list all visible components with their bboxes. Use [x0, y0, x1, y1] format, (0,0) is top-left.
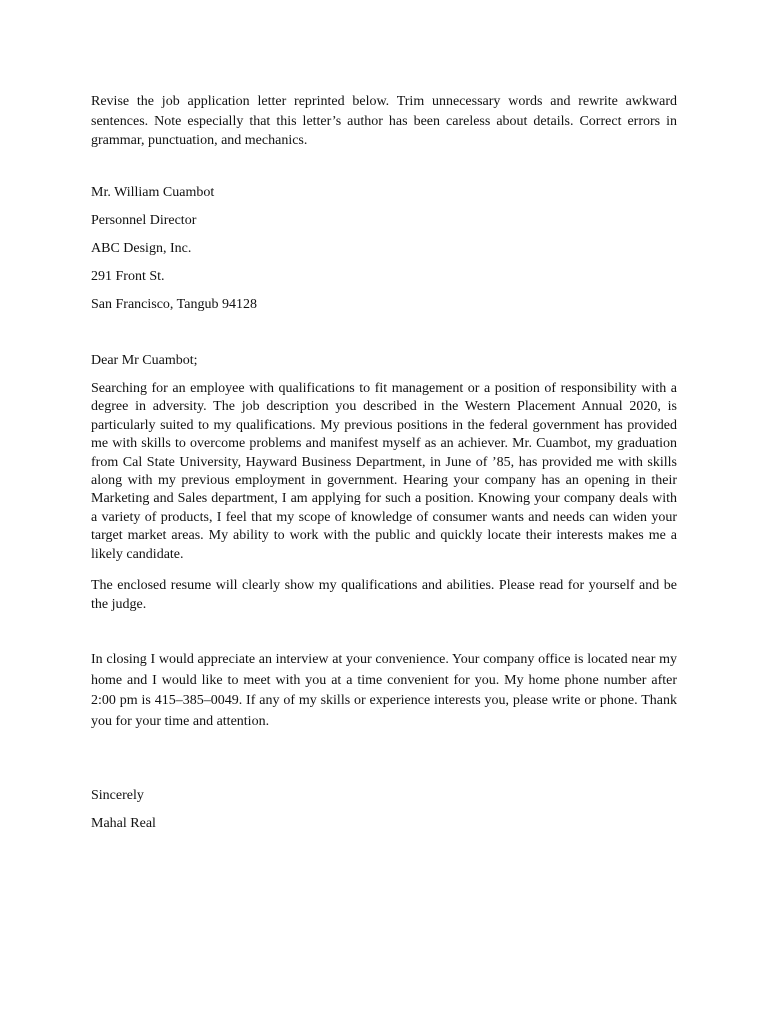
letter-body-paragraph-1: Searching for an employee with qualifications to fit management or a position of responsibility with a degree in adversity. The job description you described in the Western Placement Annual 2020, is particularly suited to my qualifications. My previous positions in the federal government has provided me with skills to overcome problems and manifest myself as an achiever. Mr. Cuambot, my graduation from Cal State University, Hayward Business Department, in June of ’85, has provided me with skills along with my previous employment in government. Hearing your company has an opening in their Marketing and Sales department, I am applying for such a position. Knowing your company deals with a variety of products, I feel that my scope of knowledge of consumer wants and needs can widen your target market areas. My ability to work with the public and quickly locate their interests makes me a likely candidate. — [91, 381, 677, 562]
recipient-company: ABC Design, Inc. — [91, 241, 192, 256]
letter-body-paragraph-3: In closing I would appreciate an interview at your convenience. Your company office is located near my home and I would like to meet with you at a time convenient for you. My home phone number after 2:00 pm is 415–385–0049. If any of my skills or experience interests you, please write or phone. Thank you for your time and attention. — [91, 652, 677, 729]
salutation: Dear Mr Cuambot; — [91, 353, 198, 368]
closing: Sincerely — [91, 788, 144, 803]
recipient-title: Personnel Director — [91, 213, 197, 228]
recipient-street: 291 Front St. — [91, 269, 165, 284]
recipient-city-state-zip: San Francisco, Tangub 94128 — [91, 297, 257, 312]
signature-name: Mahal Real — [91, 816, 156, 831]
recipient-name: Mr. William Cuambot — [91, 185, 215, 200]
letter-body-paragraph-2: The enclosed resume will clearly show my qualifications and abilities. Please read for yourself and be the judge. — [91, 578, 677, 612]
instructions-paragraph: Revise the job application letter reprinted below. Trim unnecessary words and rewrite awkward sentences. Note especially that this letter’s author has been careless about details. Correct errors in grammar, punctuation, and mechanics. — [91, 94, 677, 148]
